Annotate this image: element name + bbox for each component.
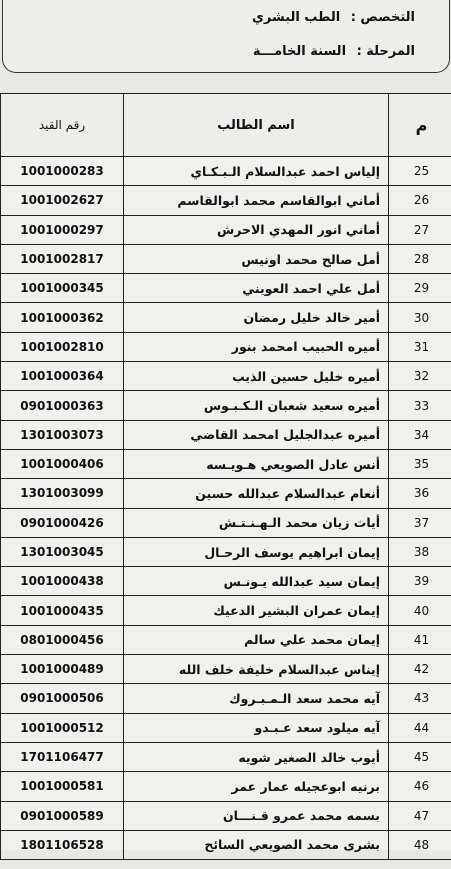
student-id-cell: 1801106528 [1,830,124,859]
table-row [1,449,451,478]
student-id-cell: 0901000589 [1,801,124,830]
row-number-cell: 26 [389,186,451,215]
stage-label: المرحلة : [356,44,415,59]
students-table [0,93,451,860]
student-id-cell: 1001000362 [1,303,124,332]
table-row [1,362,451,391]
table-row [1,713,451,742]
specialty-value: الطب البشري [252,10,341,25]
student-name-cell: إيمان عمران البشير الدعيك [124,596,389,625]
table-row [1,742,451,771]
row-number-cell: 34 [389,420,451,449]
table-header-row [1,94,451,157]
student-name-cell: أمل علي احمد العويني [124,274,389,303]
row-number-cell: 36 [389,479,451,508]
student-id-cell: 1001000364 [1,362,124,391]
student-id-cell: 1001000435 [1,596,124,625]
row-number-cell: 46 [389,772,451,801]
specialty-label: التخصص : [350,10,415,25]
student-id-cell: 1001000438 [1,567,124,596]
row-number-cell: 35 [389,449,451,478]
row-number-cell: 42 [389,655,451,684]
students-table-wrap [0,93,451,853]
table-row [1,567,451,596]
student-id-cell: 0901000363 [1,391,124,420]
student-name-cell: إيمان محمد علي سالم [124,625,389,654]
row-number-cell: 28 [389,244,451,273]
table-row [1,274,451,303]
table-row [1,655,451,684]
student-id-cell: 1001000283 [1,157,124,186]
student-id-cell: 1001002810 [1,332,124,361]
student-name-cell: بشرى محمد الصويعي السائح [124,830,389,859]
row-number-cell: 45 [389,742,451,771]
row-number-cell: 48 [389,830,451,859]
student-id-cell: 1001000581 [1,772,124,801]
table-row [1,157,451,186]
header-box [2,0,450,73]
student-name-cell: برنيه ابوعجيله عمار عمر [124,772,389,801]
student-id-cell: 1001000297 [1,215,124,244]
table-row [1,215,451,244]
stage-value: السنة الخامـــة [252,44,347,59]
student-id-cell: 1001002817 [1,244,124,273]
student-id-cell: 1301003073 [1,420,124,449]
table-row [1,596,451,625]
student-name-cell: إيناس عبدالسلام خليفة خلف الله [124,655,389,684]
student-name-cell: أمير خالد خليل رمضان [124,303,389,332]
student-name-cell: أميره خليل حسين الذيب [124,362,389,391]
stage-line [253,44,415,59]
table-row [1,625,451,654]
row-number-cell: 30 [389,303,451,332]
student-id-cell: 1001000345 [1,274,124,303]
row-number-cell: 37 [389,508,451,537]
specialty-line [252,10,415,25]
table-row [1,684,451,713]
student-id-cell: 1301003099 [1,479,124,508]
table-row [1,303,451,332]
row-number-cell: 31 [389,332,451,361]
student-id-cell: 1301003045 [1,537,124,566]
student-name-cell: بسمه محمد عمرو قـنـــان [124,801,389,830]
table-row [1,186,451,215]
student-name-cell: إلياس احمد عبدالسلام الـبـكـاي [124,157,389,186]
student-name-cell: إيمان ابراهيم يوسف الرحـال [124,537,389,566]
student-name-cell: آيه ميلود سعد عـبـدو [124,713,389,742]
student-name-cell: أنس عادل الصويعي هـويـسه [124,449,389,478]
student-name-cell: أميره سعيد شعبان الـكـبـوس [124,391,389,420]
student-name-cell: أميره الحبيب امحمد بنور [124,332,389,361]
student-id-cell: 1001000489 [1,655,124,684]
table-row [1,420,451,449]
row-number-cell: 32 [389,362,451,391]
student-name-cell: آيه محمد سعد الـمـبـروك [124,684,389,713]
column-header-num: م [389,94,451,157]
row-number-cell: 33 [389,391,451,420]
row-number-cell: 25 [389,157,451,186]
column-header-id: رقم القيد [1,94,124,157]
table-row [1,830,451,859]
student-name-cell: أمل صالح محمد اونيس [124,244,389,273]
student-name-cell: أماني انور المهدي الاحرش [124,215,389,244]
student-name-cell: إيمان سيد عبدالله يـونـس [124,567,389,596]
row-number-cell: 38 [389,537,451,566]
column-header-name: اسم الطالب [124,94,389,157]
row-number-cell: 47 [389,801,451,830]
row-number-cell: 27 [389,215,451,244]
student-name-cell: أيات زيان محمد الـهـنـتـش [124,508,389,537]
student-id-cell: 1001000512 [1,713,124,742]
table-row [1,244,451,273]
student-id-cell: 0901000426 [1,508,124,537]
table-row [1,391,451,420]
student-id-cell: 0801000456 [1,625,124,654]
table-row [1,537,451,566]
student-id-cell: 1001002627 [1,186,124,215]
table-row [1,772,451,801]
student-name-cell: أميره عبدالجليل امحمد القاضي [124,420,389,449]
row-number-cell: 40 [389,596,451,625]
row-number-cell: 39 [389,567,451,596]
student-name-cell: أماني ابوالقاسم محمد ابوالقاسم [124,186,389,215]
table-row [1,332,451,361]
student-id-cell: 0901000506 [1,684,124,713]
table-row [1,479,451,508]
table-row [1,508,451,537]
student-name-cell: أيوب خالد الصغير شويه [124,742,389,771]
row-number-cell: 41 [389,625,451,654]
table-row [1,801,451,830]
row-number-cell: 43 [389,684,451,713]
row-number-cell: 44 [389,713,451,742]
student-id-cell: 1701106477 [1,742,124,771]
student-id-cell: 1001000406 [1,449,124,478]
student-name-cell: أنعام عبدالسلام عبدالله حسين [124,479,389,508]
row-number-cell: 29 [389,274,451,303]
